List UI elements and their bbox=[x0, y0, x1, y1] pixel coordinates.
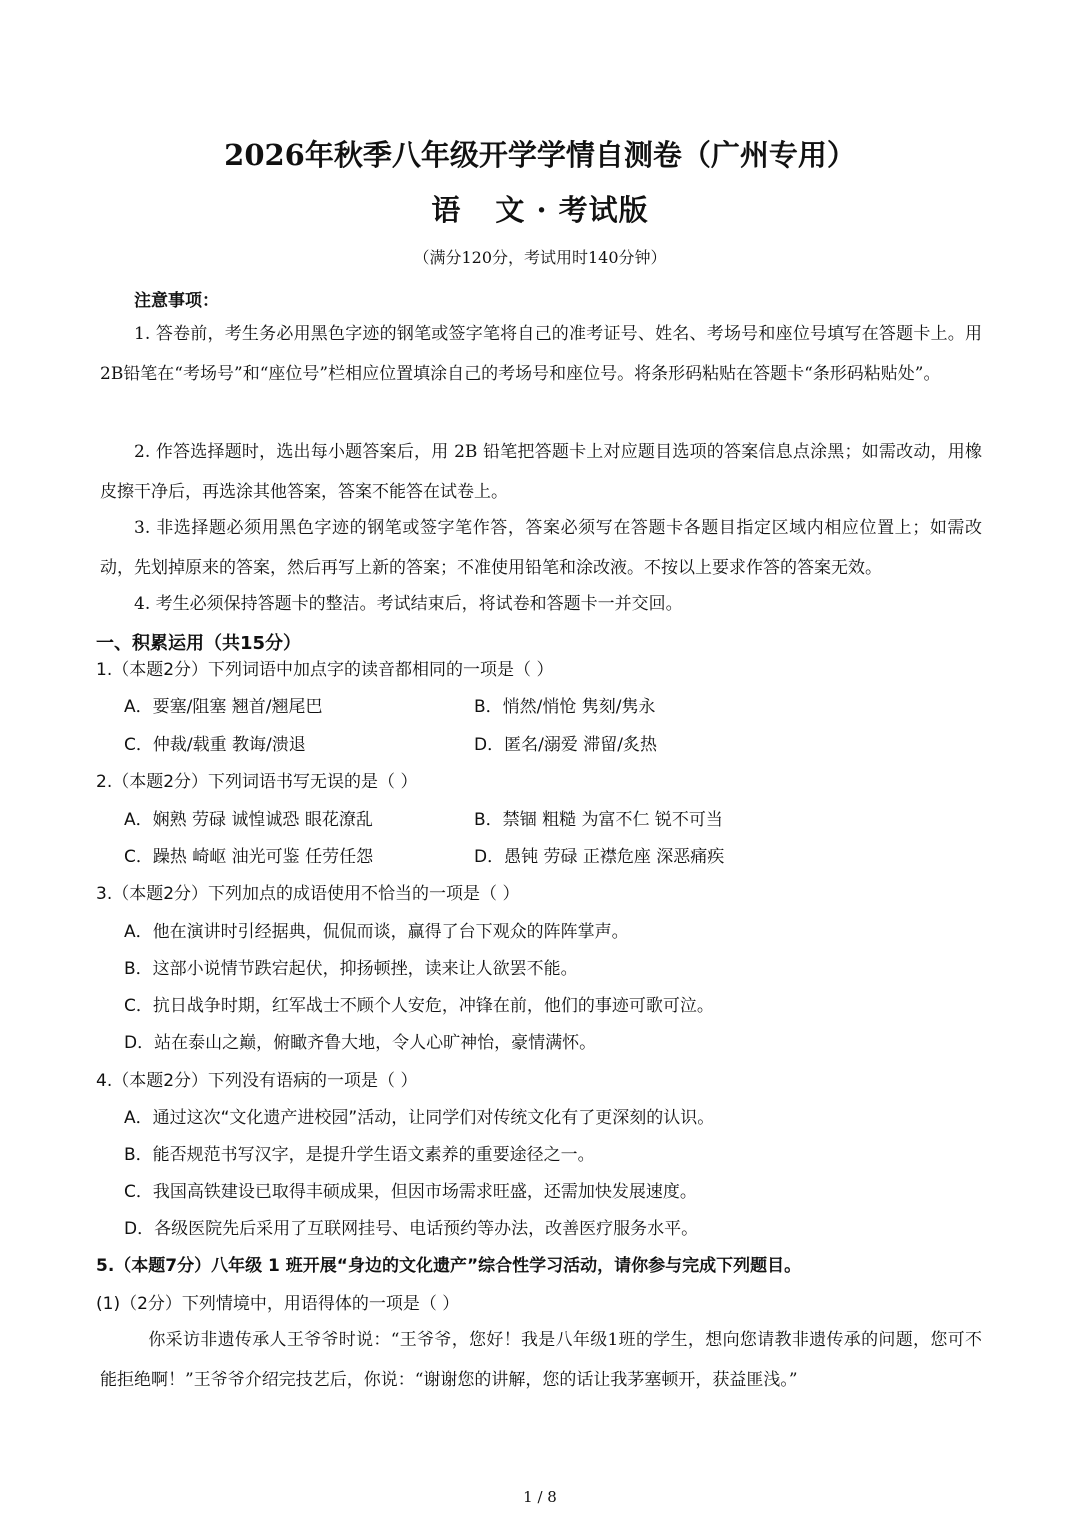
question-3-option-d: D．站在泰山之巅，俯瞰齐鲁大地，令人心旷神怡，豪情满怀。 bbox=[124, 1033, 597, 1053]
question-5-sub-1: (1)（2分）下列情境中，用语得体的一项是（ ） bbox=[96, 1294, 460, 1314]
subject-char: 语 bbox=[431, 193, 462, 227]
question-4-option-b: B．能否规范书写汉字，是提升学生语文素养的重要途径之一。 bbox=[124, 1145, 595, 1165]
question-4-option-c: C．我国高铁建设已取得丰硕成果，但因市场需求旺盛，还需加快发展速度。 bbox=[124, 1182, 697, 1202]
exam-title: 2026年秋季八年级开学学情自测卷（广州专用） bbox=[224, 138, 856, 172]
question-4-option-a: A．通过这次“文化遗产进校园”活动，让同学们对传统文化有了更深刻的认识。 bbox=[124, 1108, 715, 1128]
notice-item-2: 2. 作答选择题时，选出每小题答案后，用 2B 铅笔把答题卡上对应题目选项的答案信息点涂黑；如需改动，用橡皮擦干净后，再选涂其他答案，答案不能答在试卷上。 bbox=[100, 442, 982, 502]
notice-title: 注意事项： bbox=[134, 291, 219, 311]
question-4-stem: 4.（本题2分）下列没有语病的一项是（ ） bbox=[96, 1071, 418, 1091]
notice-item-1: 1. 答卷前，考生务必用黑色字迹的钢笔或签字笔将自己的准考证号、姓名、考场号和座位号填写在答题卡上。用2B铅笔在“考场号”和“座位号”栏相应位置填涂自己的考场号和座位号。将条形码粘贴在答题卡“条形码粘贴处”。 bbox=[100, 324, 982, 384]
question-3-option-c: C．抗日战争时期，红军战士不顾个人安危，冲锋在前，他们的事迹可歌可泣。 bbox=[124, 996, 714, 1016]
question-2-option-b: B．禁锢 粗糙 为富不仁 锐不可当 bbox=[474, 810, 723, 830]
section-title: 一、积累运用（共15分） bbox=[96, 633, 302, 654]
question-2-option-a: A．娴熟 劳碌 诚惶诚恐 眼花潦乱 bbox=[124, 810, 373, 830]
question-1-option-a: A．要塞/阻塞 翘首/翘尾巴 bbox=[124, 697, 323, 717]
question-5-stem: 5.（本题7分）八年级 1 班开展“身边的文化遗产”综合性学习活动，请你参与完成下列题目。 bbox=[96, 1256, 802, 1276]
question-3-option-a: A．他在演讲时引经据典，侃侃而谈，赢得了台下观众的阵阵掌声。 bbox=[124, 922, 629, 942]
question-2-option-d: D．愚钝 劳碌 正襟危座 深恶痛疾 bbox=[474, 847, 725, 867]
question-4-option-d: D．各级医院先后采用了互联网挂号、电话预约等办法，改善医疗服务水平。 bbox=[124, 1219, 699, 1239]
question-3-option-b: B．这部小说情节跌宕起伏，抑扬顿挫，读来让人欲罢不能。 bbox=[124, 959, 578, 979]
question-2-stem: 2.（本题2分）下列词语书写无误的是（ ） bbox=[96, 772, 418, 792]
subject-version: 文 · 考试版 bbox=[495, 193, 649, 227]
question-3-stem: 3.（本题2分）下列加点的成语使用不恰当的一项是（ ） bbox=[96, 884, 520, 904]
question-1-option-c: C．仲裁/载重 教诲/溃退 bbox=[124, 735, 306, 755]
question-1-option-b: B．悄然/悄怆 隽刻/隽永 bbox=[474, 697, 656, 717]
score-info: （满分120分，考试用时140分钟） bbox=[413, 248, 667, 267]
question-1-stem: 1.（本题2分）下列词语中加点字的读音都相同的一项是（ ） bbox=[96, 660, 554, 680]
notice-item-3: 3. 非选择题必须用黑色字迹的钢笔或签字笔作答，答案必须写在答题卡各题目指定区域内相应位置上；如需改动，先划掉原来的答案，然后再写上新的答案；不准使用铅笔和涂改液。不按以上要求作答的答案无效。 bbox=[100, 518, 982, 578]
question-2-option-c: C．躁热 崎岖 油光可鉴 任劳任怨 bbox=[124, 847, 374, 867]
exam-subtitle bbox=[0, 188, 1080, 229]
page-number: 1 / 8 bbox=[523, 1488, 557, 1506]
question-1-option-d: D．匿名/溺爱 滞留/炙热 bbox=[474, 735, 657, 755]
question-5-passage: 你采访非遗传承人王爷爷时说：“王爷爷，您好！我是八年级1班的学生，想向您请教非遗传承的问题，您可不能拒绝啊！”王爷爷介绍完技艺后，你说：“谢谢您的讲解，您的话让我茅塞顿开，获益匪浅。” bbox=[100, 1330, 982, 1390]
notice-item-4: 4. 考生必须保持答题卡的整洁。考试结束后，将试卷和答题卡一并交回。 bbox=[134, 594, 683, 614]
